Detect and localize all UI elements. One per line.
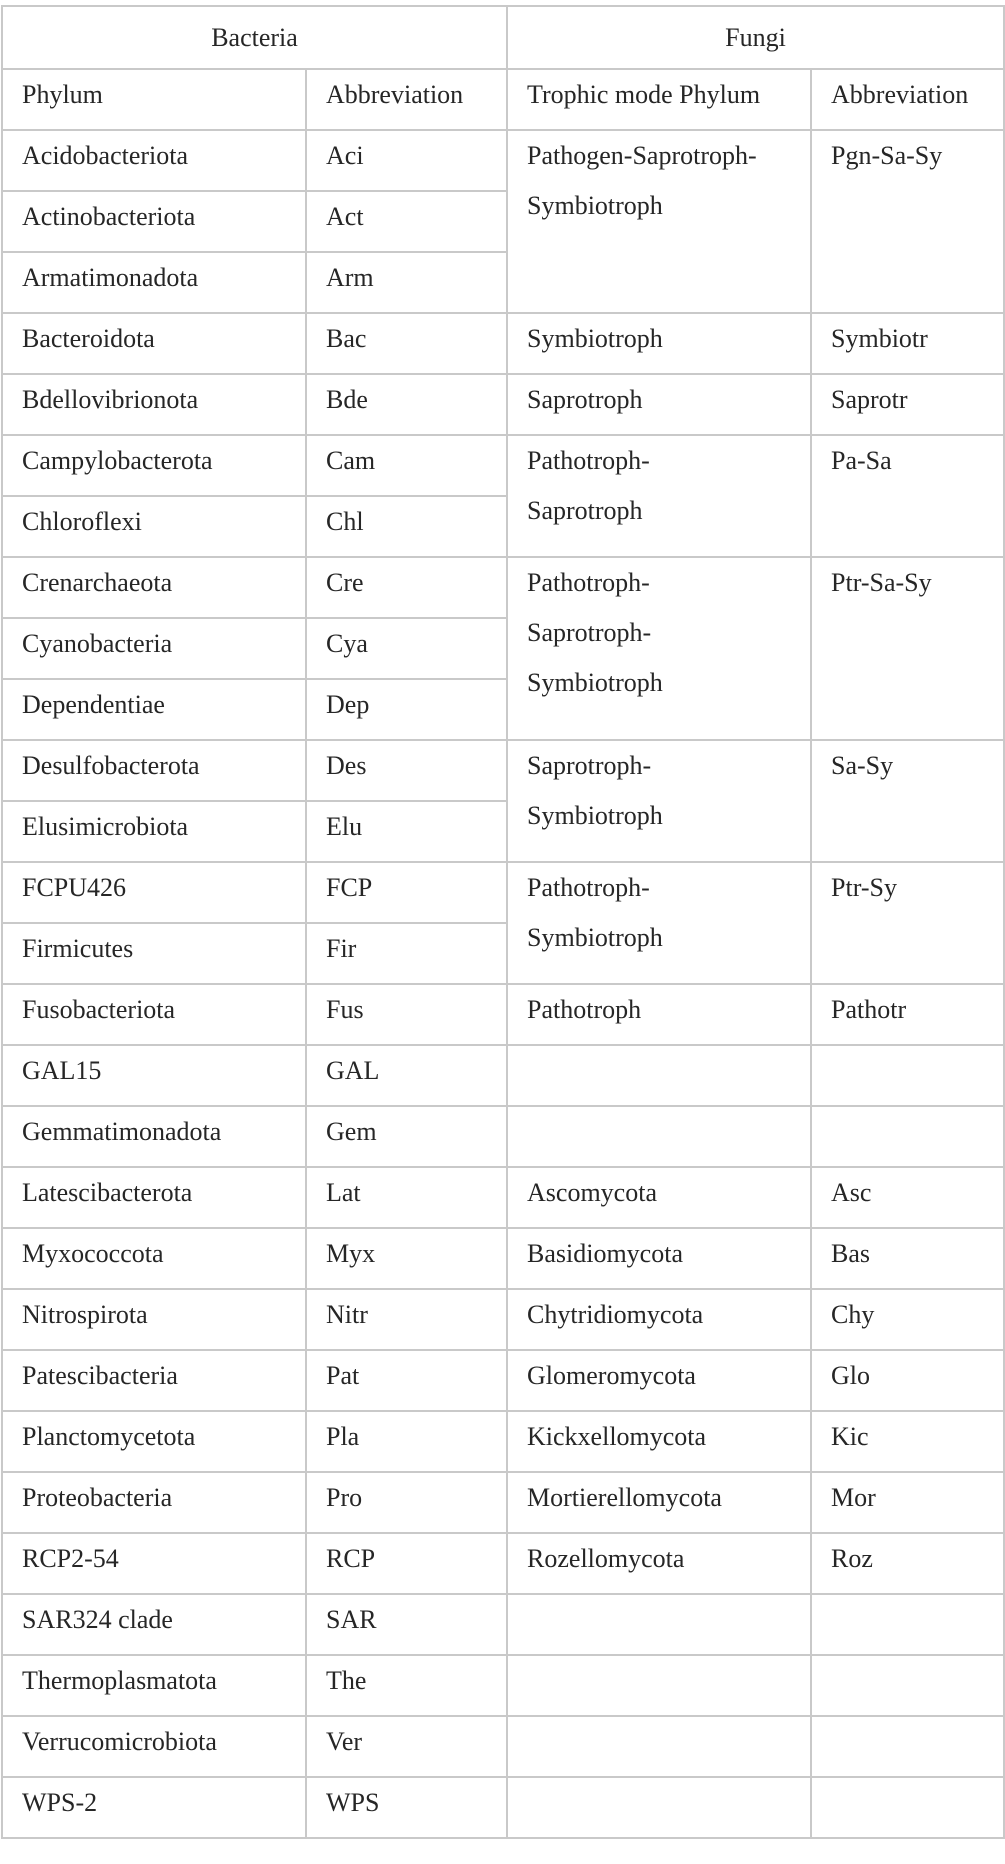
bacteria-phylum-cell: Planctomycetota (2, 1411, 306, 1472)
table-row (2, 557, 1004, 618)
table-row (2, 1350, 1004, 1411)
bacteria-phylum-cell: RCP2-54 (2, 1533, 306, 1594)
bacteria-phylum-header: Phylum (2, 69, 306, 130)
bacteria-phylum-cell: WPS-2 (2, 1777, 306, 1838)
fungi-phylum-abbreviation-cell: Mor (811, 1472, 1004, 1533)
bacteria-abbreviation-cell: Bac (306, 313, 507, 374)
trophic-mode-line: Symbiotroph (527, 801, 663, 830)
empty-cell (811, 1716, 1004, 1777)
table-row (2, 1167, 1004, 1228)
bacteria-abbreviation-cell: Pro (306, 1472, 507, 1533)
bacteria-abbreviation-cell: Arm (306, 252, 507, 313)
bacteria-phylum-cell: Verrucomicrobiota (2, 1716, 306, 1777)
trophic-mode-line: Symbiotroph (527, 324, 663, 353)
fungi-trophic-abbreviation-cell: Pgn-Sa-Sy (811, 130, 1004, 313)
bacteria-abbreviation-cell: Bde (306, 374, 507, 435)
bacteria-abbreviation-cell: Des (306, 740, 507, 801)
bacteria-phylum-cell: Myxococcota (2, 1228, 306, 1289)
fungi-trophic-abbreviation-cell: Saprotr (811, 374, 1004, 435)
empty-cell (507, 1655, 811, 1716)
fungi-trophic-abbreviation-cell: Ptr-Sy (811, 862, 1004, 984)
empty-cell (507, 1716, 811, 1777)
fungi-header: Fungi (507, 6, 1004, 69)
table-body (2, 6, 1004, 1838)
bacteria-phylum-cell: GAL15 (2, 1045, 306, 1106)
bacteria-abbreviation-cell: Fus (306, 984, 507, 1045)
bacteria-abbreviation-cell: SAR (306, 1594, 507, 1655)
fungi-phylum-cell: Kickxellomycota (507, 1411, 811, 1472)
table-row (2, 740, 1004, 801)
bacteria-phylum-cell: Gemmatimonadota (2, 1106, 306, 1167)
empty-cell (507, 1106, 811, 1167)
bacteria-phylum-cell: Thermoplasmatota (2, 1655, 306, 1716)
fungi-phylum-abbreviation-cell: Bas (811, 1228, 1004, 1289)
trophic-mode-line: Pathotroph- (527, 568, 650, 597)
fungi-trophic-abbreviation-cell: Ptr-Sa-Sy (811, 557, 1004, 740)
bacteria-phylum-cell: Bacteroidota (2, 313, 306, 374)
fungi-trophic-mode-cell (507, 313, 811, 374)
bacteria-phylum-cell: Elusimicrobiota (2, 801, 306, 862)
bacteria-phylum-cell: Cyanobacteria (2, 618, 306, 679)
bacteria-abbreviation-cell: Ver (306, 1716, 507, 1777)
bacteria-phylum-cell: SAR324 clade (2, 1594, 306, 1655)
bacteria-abbreviation-cell: WPS (306, 1777, 507, 1838)
empty-cell (811, 1106, 1004, 1167)
fungi-trophic-abbreviation-cell: Pa-Sa (811, 435, 1004, 557)
fungi-phylum-cell: Mortierellomycota (507, 1472, 811, 1533)
fungi-trophic-abbreviation-cell: Symbiotr (811, 313, 1004, 374)
bacteria-abbreviation-cell: Act (306, 191, 507, 252)
fungi-trophic-mode-cell (507, 984, 811, 1045)
fungi-trophic-mode-cell (507, 435, 811, 557)
table-row (2, 130, 1004, 191)
trophic-mode-line: Saprotroph (527, 385, 643, 414)
bacteria-phylum-cell: Acidobacteriota (2, 130, 306, 191)
fungi-trophic-mode-cell (507, 740, 811, 862)
bacteria-phylum-cell: Chloroflexi (2, 496, 306, 557)
bacteria-phylum-cell: Campylobacterota (2, 435, 306, 496)
bacteria-abbreviation-cell: Fir (306, 923, 507, 984)
fungi-phylum-cell: Rozellomycota (507, 1533, 811, 1594)
bacteria-phylum-cell: Armatimonadota (2, 252, 306, 313)
empty-cell (811, 1045, 1004, 1106)
bacteria-phylum-cell: Desulfobacterota (2, 740, 306, 801)
bacteria-abbreviation-cell: Cre (306, 557, 507, 618)
table-row (2, 1411, 1004, 1472)
table-row (2, 435, 1004, 496)
fungi-phylum-abbreviation-cell: Kic (811, 1411, 1004, 1472)
empty-cell (507, 1777, 811, 1838)
bacteria-abbreviation-cell: Aci (306, 130, 507, 191)
fungi-phylum-abbreviation-cell: Asc (811, 1167, 1004, 1228)
bacteria-phylum-cell: Crenarchaeota (2, 557, 306, 618)
bacteria-phylum-cell: Fusobacteriota (2, 984, 306, 1045)
bacteria-abbreviation-cell: FCP (306, 862, 507, 923)
fungi-trophic-mode-cell (507, 374, 811, 435)
fungi-phylum-abbreviation-cell: Chy (811, 1289, 1004, 1350)
bacteria-phylum-cell: FCPU426 (2, 862, 306, 923)
bacteria-abbreviation-cell: The (306, 1655, 507, 1716)
fungi-phylum-cell: Glomeromycota (507, 1350, 811, 1411)
bacteria-abbreviation-cell: GAL (306, 1045, 507, 1106)
bacteria-abbreviation-cell: Elu (306, 801, 507, 862)
bacteria-phylum-cell: Patescibacteria (2, 1350, 306, 1411)
trophic-mode-line: Symbiotroph (527, 923, 663, 952)
bacteria-phylum-cell: Firmicutes (2, 923, 306, 984)
bacteria-abbreviation-cell: RCP (306, 1533, 507, 1594)
bacteria-abbreviation-cell: Gem (306, 1106, 507, 1167)
table-row (2, 984, 1004, 1045)
bacteria-abbreviation-cell: Pat (306, 1350, 507, 1411)
table-row (2, 374, 1004, 435)
table-row (2, 1289, 1004, 1350)
fungi-trophic-mode-cell (507, 862, 811, 984)
trophic-mode-line: Pathotroph- (527, 446, 650, 475)
empty-cell (811, 1594, 1004, 1655)
fungi-trophic-mode-cell (507, 557, 811, 740)
empty-cell (811, 1655, 1004, 1716)
fungi-trophic-mode-cell (507, 130, 811, 313)
bacteria-abbreviation-cell: Myx (306, 1228, 507, 1289)
bacteria-phylum-cell: Actinobacteriota (2, 191, 306, 252)
bacteria-abbreviation-cell: Chl (306, 496, 507, 557)
trophic-mode-line: Pathotroph (527, 995, 642, 1024)
bacteria-phylum-cell: Bdellovibrionota (2, 374, 306, 435)
empty-cell (507, 1594, 811, 1655)
trophic-mode-line: Symbiotroph (527, 668, 663, 697)
bacteria-abbreviation-cell: Cam (306, 435, 507, 496)
abbreviation-table (1, 5, 1005, 1839)
trophic-mode-line: Saprotroph- (527, 751, 652, 780)
trophic-mode-line: Saprotroph- (527, 618, 652, 647)
group-header-row (2, 6, 1004, 69)
bacteria-abbreviation-cell: Lat (306, 1167, 507, 1228)
fungi-phylum-cell: Ascomycota (507, 1167, 811, 1228)
bacteria-phylum-cell: Dependentiae (2, 679, 306, 740)
table-row (2, 1472, 1004, 1533)
table-row (2, 1045, 1004, 1106)
bacteria-abbreviation-cell: Cya (306, 618, 507, 679)
table-row (2, 1106, 1004, 1167)
trophic-mode-line: Pathotroph- (527, 873, 650, 902)
bacteria-phylum-cell: Proteobacteria (2, 1472, 306, 1533)
column-header-row (2, 69, 1004, 130)
trophic-mode-line: Pathogen-Saprotroph- (527, 141, 757, 170)
fungi-trophic-abbreviation-cell: Sa-Sy (811, 740, 1004, 862)
table-row (2, 1594, 1004, 1655)
empty-cell (507, 1045, 811, 1106)
bacteria-abbreviation-header: Abbreviation (306, 69, 507, 130)
bacteria-abbreviation-cell: Pla (306, 1411, 507, 1472)
table-row (2, 1228, 1004, 1289)
trophic-mode-line: Symbiotroph (527, 191, 663, 220)
fungi-trophic-mode-header: Trophic mode Phylum (507, 69, 811, 130)
fungi-phylum-abbreviation-cell: Roz (811, 1533, 1004, 1594)
bacteria-header: Bacteria (2, 6, 507, 69)
fungi-phylum-abbreviation-cell: Glo (811, 1350, 1004, 1411)
fungi-phylum-cell: Basidiomycota (507, 1228, 811, 1289)
empty-cell (811, 1777, 1004, 1838)
fungi-abbreviation-header: Abbreviation (811, 69, 1004, 130)
fungi-phylum-cell: Chytridiomycota (507, 1289, 811, 1350)
bacteria-phylum-cell: Nitrospirota (2, 1289, 306, 1350)
bacteria-abbreviation-cell: Nitr (306, 1289, 507, 1350)
table-row (2, 313, 1004, 374)
fungi-trophic-abbreviation-cell: Pathotr (811, 984, 1004, 1045)
table-row (2, 1655, 1004, 1716)
table-row (2, 1716, 1004, 1777)
bacteria-phylum-cell: Latescibacterota (2, 1167, 306, 1228)
table-row (2, 1533, 1004, 1594)
bacteria-abbreviation-cell: Dep (306, 679, 507, 740)
trophic-mode-line: Saprotroph (527, 496, 643, 525)
table-row (2, 1777, 1004, 1838)
table-row (2, 862, 1004, 923)
